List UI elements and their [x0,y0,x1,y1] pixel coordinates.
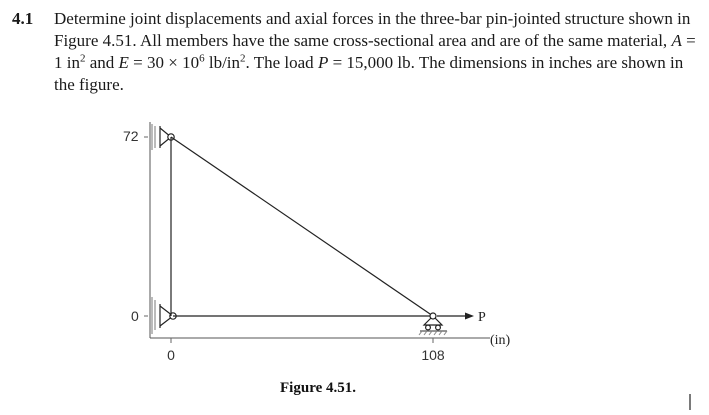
load-arrow-head [465,313,474,320]
area-exponent: 2 [79,52,86,65]
x-tick-label-0: 0 [167,347,175,363]
load-value: = 15,000 lb. The dimensions in inches are shown in the figure. [54,53,684,94]
wall-hatching [152,124,155,334]
modulus-unit: lb/in [204,53,241,72]
load-label: P [478,310,486,325]
load-symbol: P [317,53,329,72]
modulus-unit-exponent: 2 [240,52,246,65]
diagonal-member [171,137,433,316]
modulus-value: = 30 × 10 [128,53,200,72]
top-pin-support [160,126,174,148]
problem-text-part: Determine joint displacements and axial forces in the three-bar pin-jointed structure shown in Figure 4.51. All members have the same cross-sectional area and are of the same material, [54,9,691,50]
modulus-exponent: 6 [199,52,205,65]
area-symbol: A [671,31,682,50]
unit-label: (in) [490,333,511,348]
conjunction: and [85,53,119,72]
x-tick-label-108: 108 [421,347,445,363]
figure-caption: Figure 4.51. [280,380,356,396]
area-value: = 1 in [54,31,696,72]
y-tick-label-72: 72 [123,128,139,144]
y-tick-label-0: 0 [131,308,139,324]
load-text: . The load [245,53,318,72]
problem-number: 4.1 [12,9,34,28]
modulus-symbol: E [118,53,129,72]
